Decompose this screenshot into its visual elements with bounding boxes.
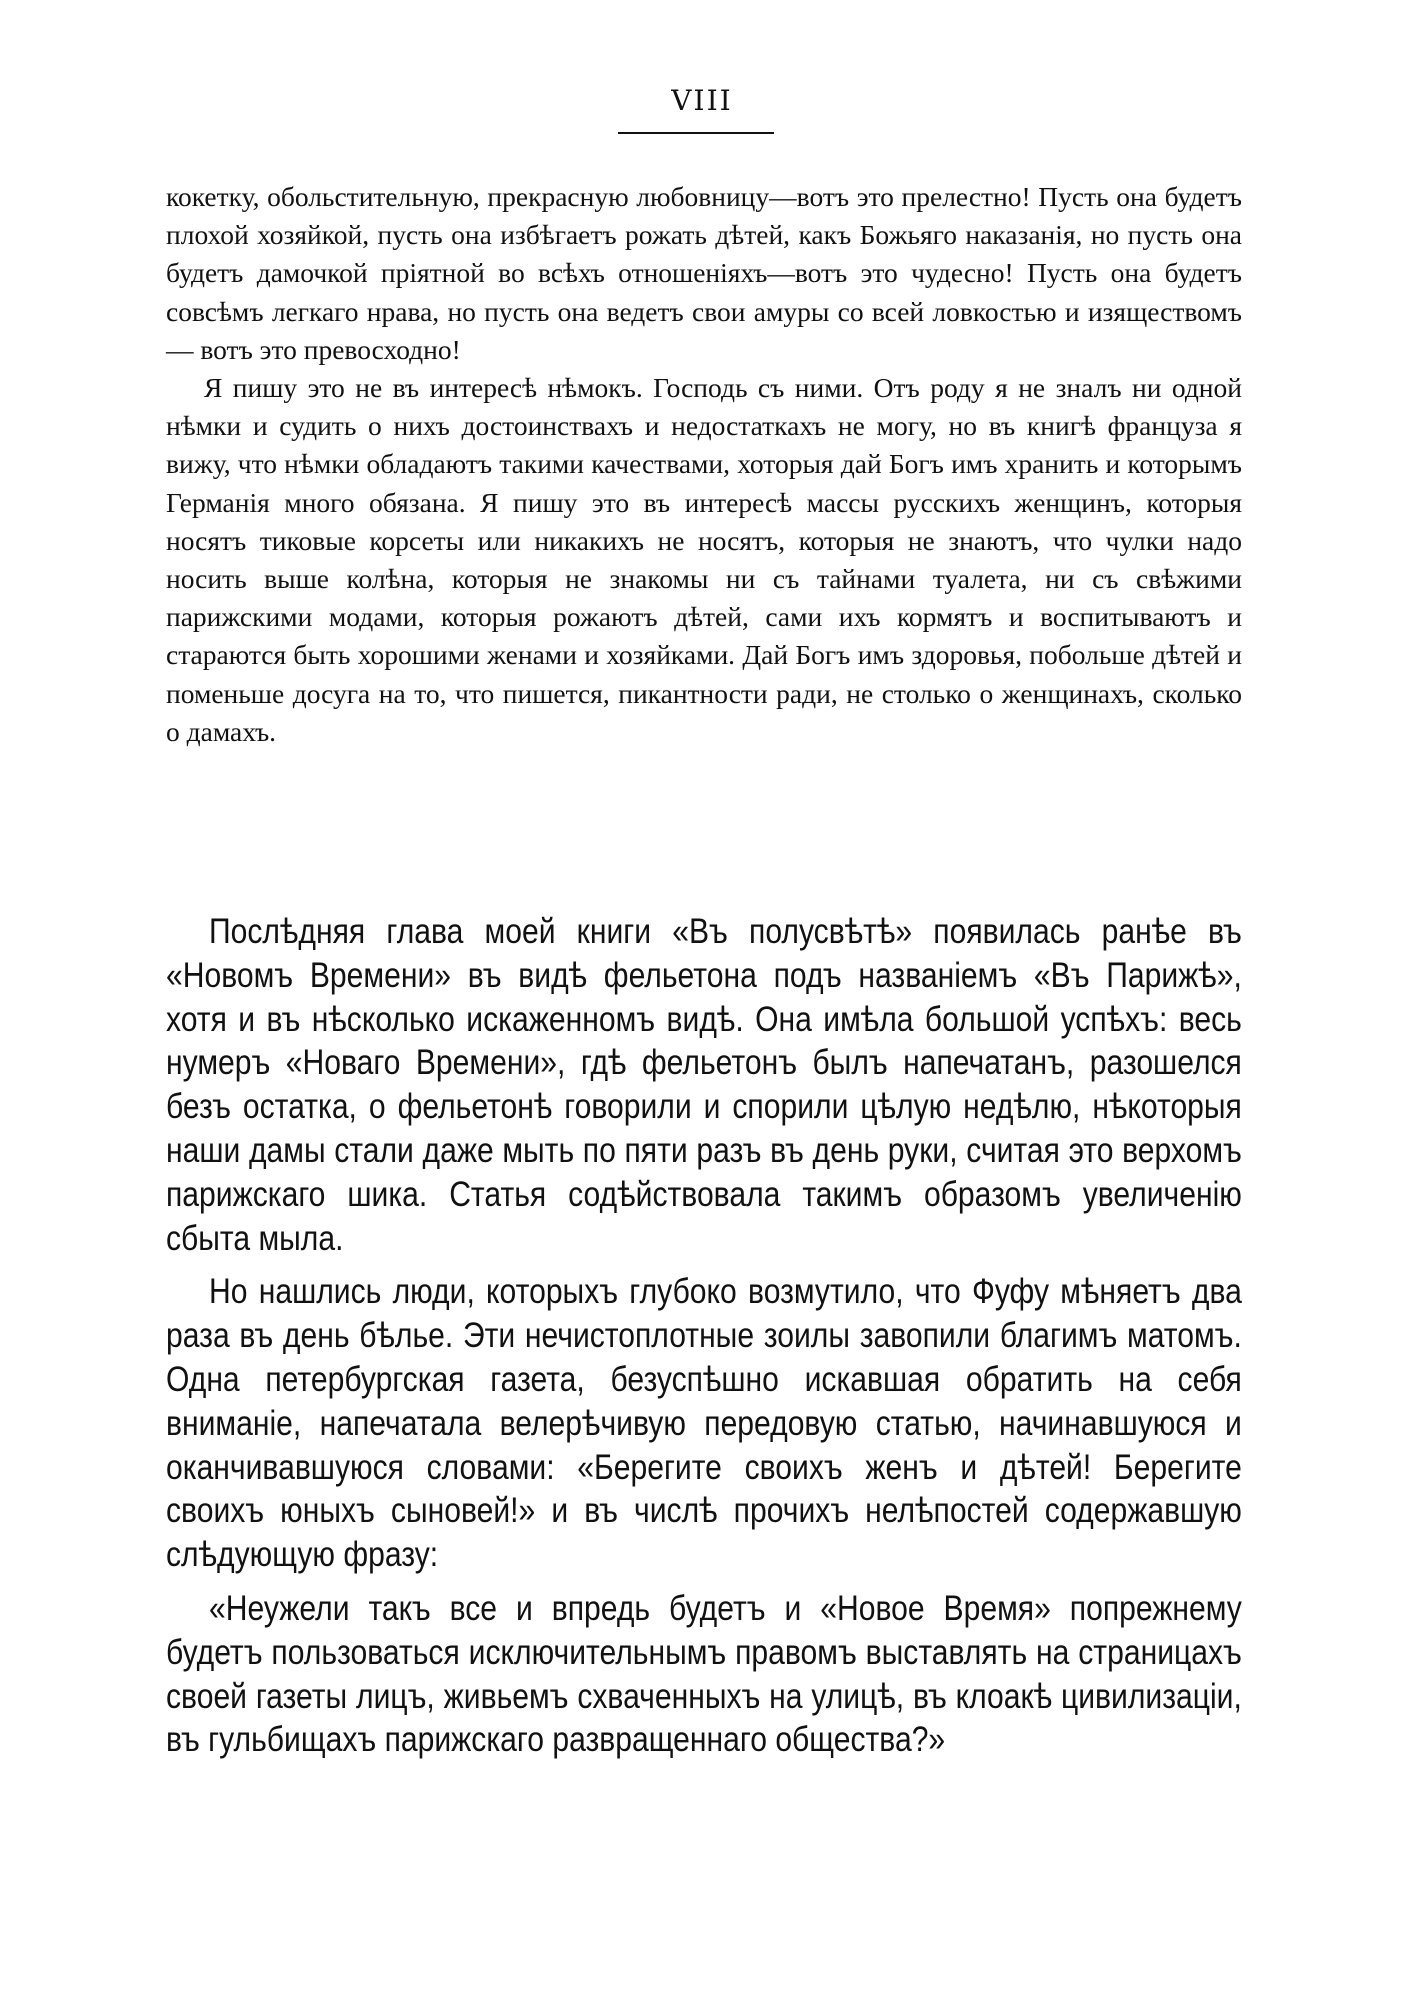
large-paragraph-2: Но нашлись люди, которыхъ глубоко возмутило, что Фуфу мѣняетъ два раза въ день бѣлье. Эти нечистоплотные зоилы завопили благимъ матомъ. Одна петербургская газета, безуспѣшно искавшая обратить на себя вниманіе, напечатала велерѣчивую передовую статью, начинавшуюся и оканчивавшуюся словами: «Берегите своихъ женъ и дѣтей! Берегите своихъ юныхъ сыновей!» и въ числѣ прочихъ нелѣпостей содержавшую слѣдующую фразу: (166, 1272, 1242, 1575)
small-print-section (166, 178, 1242, 751)
page-number: VIII (671, 84, 733, 117)
small-paragraph-1: кокетку, обольстительную, прекрасную любовницу—вотъ это прелестно! Пусть она будетъ плохой хозяйкой, пусть она избѣгаетъ рожать дѣтей, какъ Божьяго наказанія, но пусть она будетъ дамочкой пріятной во всѣхъ отношеніяхъ—вотъ это чудесно! Пусть она будетъ совсѣмъ легкаго нрава, но пусть она ведетъ свои амуры со всей ловкостью и изяществомъ — вотъ это превосходно! (166, 181, 1242, 365)
large-print-section (166, 910, 1242, 1762)
header-rule (618, 132, 774, 134)
large-paragraph-1: Послѣдняя глава моей книги «Въ полусвѣтѣ» появилась ранѣе въ «Новомъ Времени» въ видѣ фельетона подъ названіемъ «Въ Парижѣ», хотя и въ нѣсколько искаженномъ видѣ. Она имѣла большой успѣхъ: весь нумеръ «Новаго Времени», гдѣ фельетонъ былъ напечатанъ, разошелся безъ остатка, о фельетонѣ говорили и спорили цѣлую недѣлю, нѣкоторыя наши дамы стали даже мыть по пяти разъ въ день руки, считая это верхомъ парижскаго шика. Статья содѣйствовала такимъ образомъ увеличенію сбыта мыла. (166, 912, 1242, 1258)
large-paragraph-3: «Неужели такъ все и впредь будетъ и «Новое Время» попрежнему будетъ пользоваться исключительнымъ правомъ выставлять на страницахъ своей газеты лицъ, живьемъ схваченныхъ на улицѣ, въ клоакѣ цивилизаціи, въ гульбищахъ парижскаго развращеннаго общества?» (166, 1588, 1242, 1760)
small-paragraph-2: Я пишу это не въ интересѣ нѣмокъ. Господь съ ними. Отъ роду я не зналъ ни одной нѣмки и судить о нихъ достоинствахъ и недостаткахъ не могу, но въ книгѣ француза я вижу, что нѣмки обладаютъ такими качествами, хоторыя дай Богъ имъ хранить и которымъ Германія много обязана. Я пишу это въ интересѣ массы русскихъ женщинъ, которыя носятъ тиковые корсеты или никакихъ не носятъ, которыя не знаютъ, что чулки надо носить выше колѣна, которыя не знакомы ни съ тайнами туалета, ни съ свѣжими парижскими модами, которыя рожаютъ дѣтей, сами ихъ кормятъ и воспитываютъ и стараются быть хорошими женами и хозяйками. Дай Богъ имъ здоровья, побольше дѣтей и поменьше досуга на то, что пишется, пикантности ради, не столько о женщинахъ, сколько о дамахъ. (166, 372, 1242, 747)
